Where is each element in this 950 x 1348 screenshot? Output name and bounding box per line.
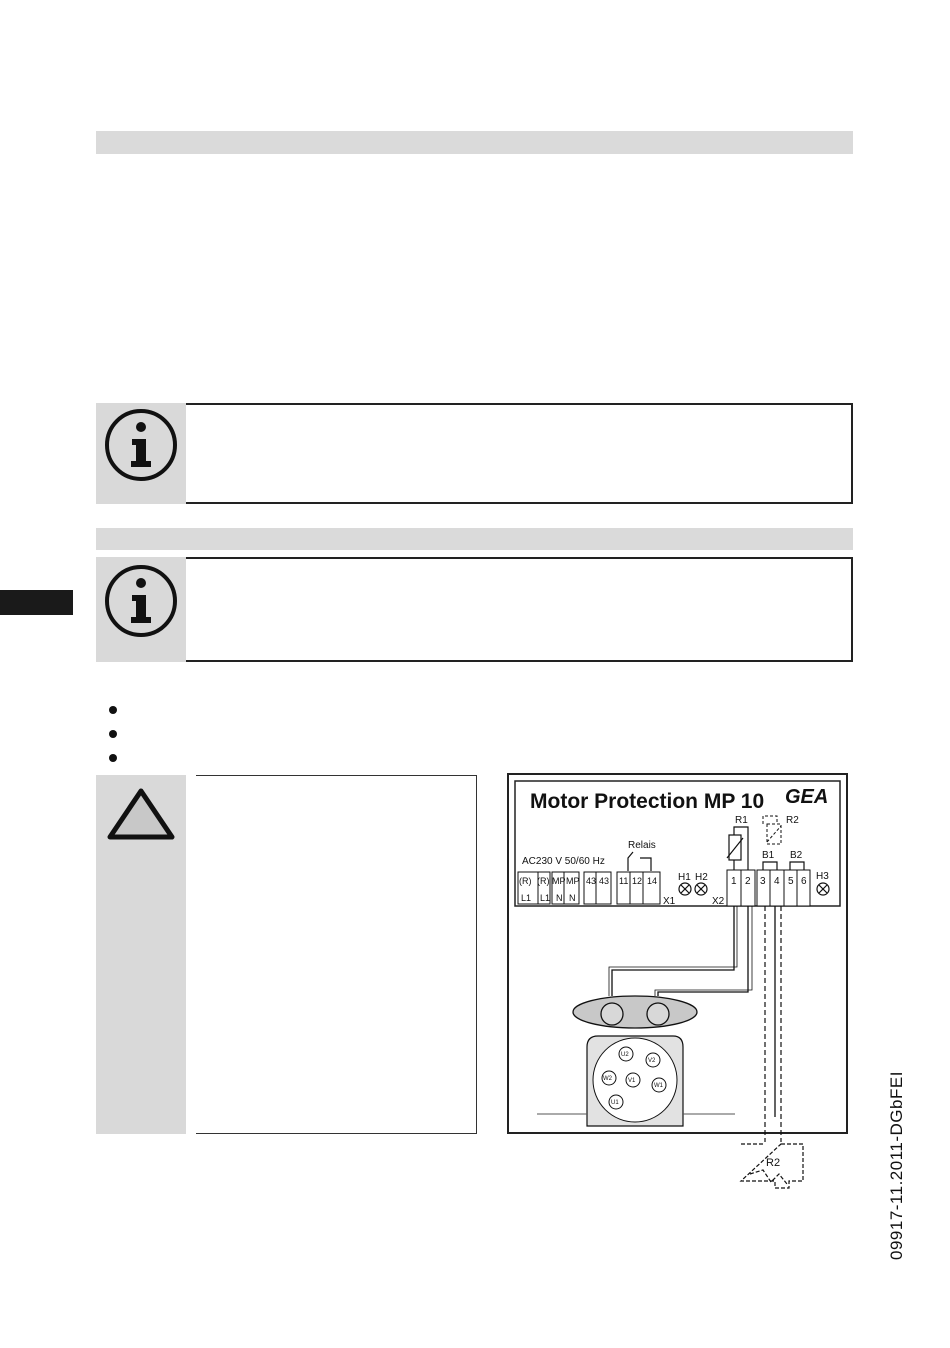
- motor-thermistor-housing: [573, 996, 697, 1028]
- info-circle-icon: [96, 403, 186, 504]
- x2-terminal-label: 6: [801, 876, 807, 887]
- x2-terminal-label: 3: [760, 876, 766, 887]
- section-header-bar: [96, 131, 853, 154]
- relay-label: Relais: [628, 840, 656, 851]
- bridge-label: B2: [790, 850, 803, 861]
- motor-terminal-label: V1: [628, 1078, 636, 1084]
- lamp-label: H3: [816, 871, 829, 882]
- connector-x2-label: X2: [712, 896, 725, 907]
- diagram-title: Motor Protection MP 10: [530, 790, 765, 813]
- info-note-1-icon-column: [96, 403, 186, 504]
- x1-terminal-label: (R): [537, 876, 550, 886]
- x1-terminal-label: 12: [632, 876, 643, 886]
- x1-terminal-sublabel: N: [569, 893, 576, 903]
- info-note-2-frame: [186, 557, 853, 662]
- sensor-label: R2: [786, 815, 799, 826]
- x1-terminal-label: 43: [599, 876, 610, 886]
- x2-terminal-label: 1: [731, 876, 737, 887]
- motor-terminal-label: W1: [654, 1083, 663, 1089]
- x1-terminal-label: 14: [647, 876, 658, 886]
- x2-terminal-block: [727, 870, 810, 906]
- motor-terminal-label: U1: [611, 1100, 619, 1106]
- chapter-side-tab: [0, 590, 73, 615]
- bridge-label: B1: [762, 850, 775, 861]
- connector-x1-label: X1: [663, 896, 676, 907]
- x1-terminal-label: (R): [519, 876, 532, 886]
- lamp-label: H1: [678, 872, 691, 883]
- x1-terminal-label: 11: [619, 876, 629, 886]
- info-circle-icon: [96, 557, 186, 662]
- lamp-label: H2: [695, 872, 708, 883]
- warning-note-frame: [196, 775, 477, 1134]
- info-note-1-frame: [186, 403, 853, 504]
- list-bullet: [109, 754, 117, 762]
- motor-terminal-label: W2: [603, 1076, 612, 1082]
- x2-terminal-label: 5: [788, 876, 794, 887]
- x2-terminal-label: 4: [774, 876, 780, 887]
- section-header-bar-2: [96, 528, 853, 550]
- supply-label: AC230 V 50/60 Hz: [522, 856, 605, 867]
- list-bullet: [109, 730, 117, 738]
- motor-terminal-label: U2: [621, 1052, 629, 1058]
- document-id: 09917-11.2011-DGbFEI: [887, 1071, 906, 1260]
- x1-terminal-label: MP: [552, 876, 566, 886]
- list-bullet: [109, 706, 117, 714]
- external-sensor-label: R2: [766, 1157, 781, 1169]
- wiring-diagram: [505, 772, 850, 1197]
- x1-terminal-sublabel: L1: [521, 893, 532, 903]
- warning-note-icon-column: [96, 775, 186, 1134]
- x1-terminal-sublabel: L1: [540, 893, 551, 903]
- warning-triangle-icon: [96, 775, 186, 845]
- motor-terminal-label: V2: [648, 1058, 656, 1064]
- x1-terminal-sublabel: N: [556, 893, 563, 903]
- info-note-2-icon-column: [96, 557, 186, 662]
- x1-terminal-label: MP: [566, 876, 580, 886]
- x2-terminal-label: 2: [745, 876, 751, 887]
- x1-terminal-label: 43: [586, 876, 597, 886]
- gea-logo: GEA: [785, 786, 829, 808]
- sensor-label: R1: [735, 815, 748, 826]
